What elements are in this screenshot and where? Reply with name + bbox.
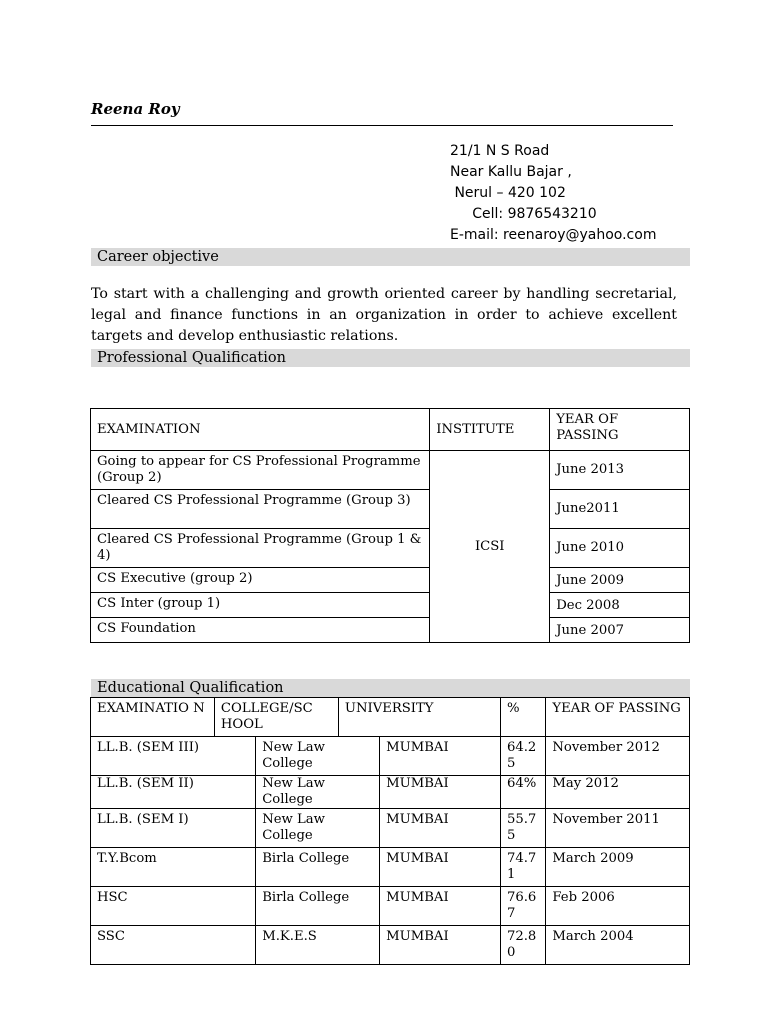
university-cell: MUMBAI: [380, 809, 501, 848]
percent-cell: 76.6 7: [500, 887, 545, 926]
year-cell: May 2012: [546, 776, 690, 809]
college-cell: New Law College: [256, 776, 380, 809]
table-row: [91, 451, 690, 490]
table-row: [91, 618, 690, 643]
year-cell: June2011: [550, 490, 690, 529]
year-cell: Dec 2008: [550, 593, 690, 618]
year-cell: June 2007: [550, 618, 690, 643]
table-row: [91, 848, 690, 887]
address-line-2: Near Kallu Bajar ,: [450, 164, 572, 180]
exam-cell: CS Inter (group 1): [91, 593, 430, 618]
table-row: [91, 809, 690, 848]
header-college: COLLEGE/SC HOOL: [214, 698, 338, 737]
exam-cell: Going to appear for CS Professional Programme (Group 2): [91, 451, 430, 490]
college-cell: New Law College: [256, 737, 380, 776]
header-institute: INSTITUTE: [430, 409, 550, 451]
percent-cell: 55.7 5: [500, 809, 545, 848]
university-cell: MUMBAI: [380, 926, 501, 965]
exam-cell: Cleared CS Professional Programme (Group 3): [91, 490, 430, 529]
table-row: [91, 529, 690, 568]
header-rule: [91, 125, 673, 126]
university-cell: MUMBAI: [380, 887, 501, 926]
table-row: [91, 776, 690, 809]
year-cell: November 2012: [546, 737, 690, 776]
header-examination: EXAMINATION: [91, 409, 430, 451]
year-cell: June 2013: [550, 451, 690, 490]
year-cell: Feb 2006: [546, 887, 690, 926]
educational-qualification-table: [90, 697, 690, 965]
header-year-of-passing: YEAR OF PASSING: [546, 698, 690, 737]
header-examination: EXAMINATIO N: [91, 698, 215, 737]
exam-cell: LL.B. (SEM II): [91, 776, 256, 809]
college-cell: Birla College: [256, 848, 380, 887]
university-cell: MUMBAI: [380, 737, 501, 776]
table-row: [91, 737, 690, 776]
university-cell: MUMBAI: [380, 776, 501, 809]
exam-cell: LL.B. (SEM III): [91, 737, 256, 776]
applicant-name: Reena Roy: [91, 100, 180, 118]
college-cell: New Law College: [256, 809, 380, 848]
percent-cell: 64.2 5: [500, 737, 545, 776]
percent-cell: 64%: [500, 776, 545, 809]
header-year-of-passing: YEAR OF PASSING: [550, 409, 690, 451]
professional-qualification-table: [90, 408, 690, 643]
email-address: E-mail: reenaroy@yahoo.com: [450, 227, 657, 243]
table-row: [91, 593, 690, 618]
year-cell: June 2009: [550, 568, 690, 593]
table-row: [91, 568, 690, 593]
professional-qualification-heading: Professional Qualification: [91, 349, 690, 367]
exam-cell: SSC: [91, 926, 256, 965]
career-objective-heading: Career objective: [91, 248, 690, 266]
table-row: [91, 887, 690, 926]
percent-cell: 72.8 0: [500, 926, 545, 965]
year-cell: June 2010: [550, 529, 690, 568]
exam-cell: T.Y.Bcom: [91, 848, 256, 887]
year-cell: March 2004: [546, 926, 690, 965]
table-row: [91, 926, 690, 965]
exam-cell: CS Foundation: [91, 618, 430, 643]
year-cell: March 2009: [546, 848, 690, 887]
table-row: [91, 490, 690, 529]
career-objective-text: To start with a challenging and growth oriented career by handling secretarial, legal and finance functions in an organization in order to achieve excellent targets and develop enthusiastic relations.: [91, 286, 677, 344]
header-university: UNIVERSITY: [338, 698, 500, 737]
exam-cell: HSC: [91, 887, 256, 926]
header-percent: %: [500, 698, 545, 737]
exam-cell: CS Executive (group 2): [91, 568, 430, 593]
exam-cell: LL.B. (SEM I): [91, 809, 256, 848]
table-header-row: [91, 409, 690, 451]
exam-cell: Cleared CS Professional Programme (Group 1 & 4): [91, 529, 430, 568]
address-line-3: Nerul – 420 102: [450, 185, 566, 201]
educational-qualification-heading: Educational Qualification: [91, 679, 690, 697]
university-cell: MUMBAI: [380, 848, 501, 887]
college-cell: Birla College: [256, 887, 380, 926]
year-cell: November 2011: [546, 809, 690, 848]
table-header-row: [91, 698, 690, 737]
college-cell: M.K.E.S: [256, 926, 380, 965]
address-line-1: 21/1 N S Road: [450, 143, 550, 159]
percent-cell: 74.7 1: [500, 848, 545, 887]
cell-number: Cell: 9876543210: [450, 206, 597, 222]
institute-cell: ICSI: [430, 451, 550, 643]
